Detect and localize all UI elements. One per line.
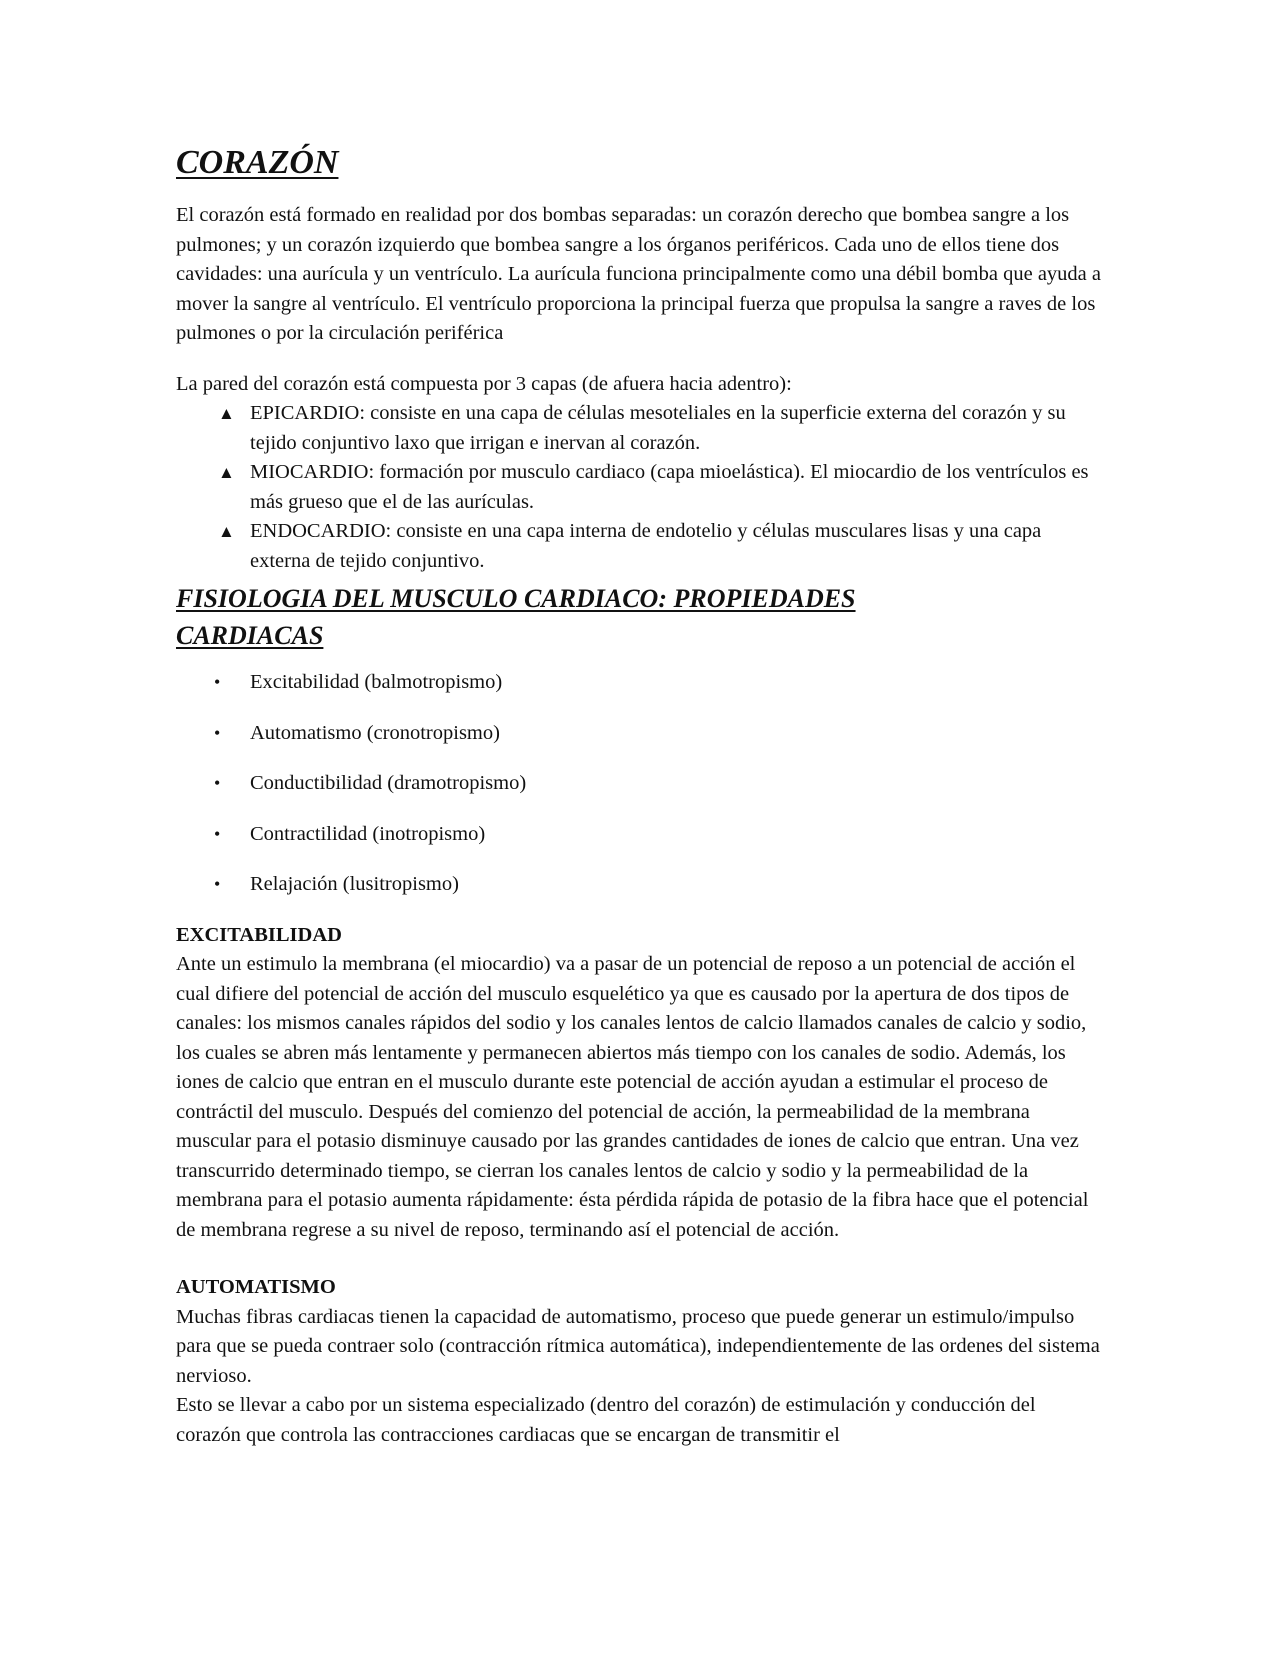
- properties-list: [176, 668, 1104, 900]
- layer-text: ENDOCARDIO: consiste en una capa interna de endotelio y células musculares lisas y una capa externa de tejido conjuntivo.: [250, 520, 1042, 572]
- bullet-icon: •: [214, 672, 221, 692]
- list-item: [176, 769, 1104, 799]
- triangle-bullet-icon: ▲: [218, 522, 235, 541]
- bullet-icon: •: [214, 722, 221, 743]
- list-item: [176, 517, 1104, 576]
- layer-text: MIOCARDIO: formación por musculo cardiaco (capa mioelástica). El miocardio de los ventrículos es más grueso que el de las aurículas.: [250, 461, 1089, 513]
- bullet-icon: •: [214, 773, 221, 793]
- excitabilidad-heading: EXCITABILIDAD: [176, 923, 342, 946]
- property-text: Contractilidad (inotropismo): [250, 822, 486, 845]
- document-body: [176, 143, 1104, 1450]
- triangle-bullet-icon: ▲: [218, 404, 235, 423]
- property-text: Automatismo (cronotropismo): [250, 721, 500, 744]
- automatismo-paragraph-1: Muchas fibras cardiacas tienen la capacidad de automatismo, proceso que puede generar un estimulo/impulso para que se pueda contraer solo (contracción rítmica automática), independientemente de las ordenes del sistema nervioso.: [176, 1305, 1100, 1387]
- automatismo-paragraph-2: Esto se llevar a cabo por un sistema especializado (dentro del corazón) de estimulación y conducción del corazón que controla las contracciones cardiacas que se encargan de transmitir el: [176, 1394, 1036, 1446]
- property-text: Excitabilidad (balmotropismo): [250, 671, 503, 693]
- list-item: [176, 820, 1104, 850]
- list-item: [176, 668, 1104, 698]
- property-text: Conductibilidad (dramotropismo): [250, 772, 527, 794]
- layers-list: [176, 399, 1104, 576]
- page-title: CORAZÓN: [176, 144, 339, 181]
- list-item: [176, 458, 1104, 517]
- automatismo-heading: AUTOMATISMO: [176, 1276, 336, 1298]
- excitabilidad-paragraph: Ante un estimulo la membrana (el miocardio) va a pasar de un potencial de reposo a un potencial de acción el cual difiere del potencial de acción del musculo esquelético ya que es causado por la apertura de dos tipos de canales: los mismos canales rápidos del sodio y los canales lentos de calcio llamados canales de calcio y sodio, los cuales se abren más lentamente y permanecen abiertos más tiempo con los canales de sodio. Además, los iones de calcio que entran en el musculo durante este potencial de acción ayudan a estimular el proceso de contráctil del musculo. Después del comienzo del potencial de acción, la permeabilidad de la membrana muscular para el potasio disminuye causado por las grandes cantidades de iones de calcio que entran. Una vez transcurrido determinado tiempo, se cierran los canales lentos de calcio y sodio y la permeabilidad de la membrana para el potasio aumenta rápidamente: ésta pérdida rápida de potasio de la fibra hace que el potencial de membrana regrese a su nivel de reposo, terminando así el potencial de acción.: [176, 953, 1089, 1241]
- list-item: [176, 719, 1104, 749]
- section-title: [176, 580, 1104, 654]
- layer-text: EPICARDIO: consiste en una capa de células mesoteliales en la superficie externa del corazón y su tejido conjuntivo laxo que irrigan e inervan al corazón.: [250, 402, 1066, 454]
- bullet-icon: •: [214, 874, 221, 894]
- list-item: [176, 870, 1104, 900]
- intro-paragraph: El corazón está formado en realidad por dos bombas separadas: un corazón derecho que bombea sangre a los pulmones; y un corazón izquierdo que bombea sangre a los órganos periféricos. Cada uno de ellos tiene dos cavidades: una aurícula y un ventrículo. La aurícula funciona principalmente como una débil bomba que ayuda a mover la sangre al ventrículo. El ventrículo proporciona la principal fuerza que propulsa la sangre a raves de los pulmones o por la circulación periférica: [176, 204, 1101, 344]
- bullet-icon: •: [214, 823, 221, 844]
- list-item: [176, 399, 1104, 458]
- section-title-line-1: FISIOLOGIA DEL MUSCULO CARDIACO: PROPIEDADES: [176, 584, 856, 613]
- section-title-line-2: CARDIACAS: [176, 621, 324, 650]
- layers-intro: La pared del corazón está compuesta por 3 capas (de afuera hacia adentro):: [176, 372, 792, 395]
- triangle-bullet-icon: ▲: [218, 463, 235, 482]
- property-text: Relajación (lusitropismo): [250, 873, 459, 895]
